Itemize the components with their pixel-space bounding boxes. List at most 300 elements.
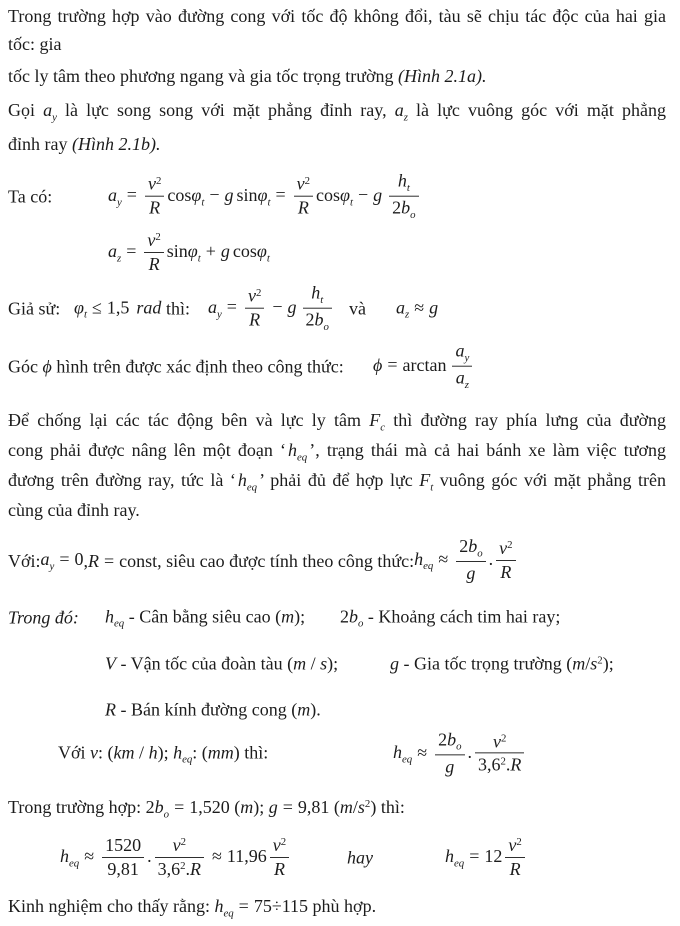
formula-az-approx-g: [396, 297, 438, 320]
math-token: eq: [114, 617, 125, 630]
math-token: φ: [191, 185, 202, 206]
condition-ay-zero: [41, 549, 84, 572]
math-token: 9,81: [297, 796, 330, 817]
voi-label-2: Với: [58, 742, 91, 763]
math-token: 0: [74, 549, 84, 570]
math-token: t: [430, 481, 434, 494]
de-chong-text-1a: Để chống lại các tác động bên và lực ly tâm: [8, 410, 370, 430]
math-token: (: [333, 796, 340, 817]
math-token: b: [401, 197, 411, 218]
paragraph-de-chong-line-4: cùng của đỉnh ray.: [8, 500, 140, 520]
definition-g: [390, 654, 614, 675]
fraction: [155, 834, 204, 880]
math-token: z: [403, 111, 408, 124]
fraction: [389, 170, 418, 223]
definition-R: [105, 700, 321, 721]
math-token: −: [358, 185, 369, 206]
math-token: 2: [500, 755, 506, 768]
unit-mm: [202, 742, 240, 762]
math-token: =: [238, 896, 249, 916]
fraction-denominator: [303, 308, 332, 335]
unit-kmh: [108, 742, 164, 762]
fraction-numerator: [389, 170, 418, 196]
math-token: ): [310, 699, 317, 720]
fraction-numerator: [294, 173, 313, 196]
math-token: =: [126, 241, 137, 262]
math-token: eq: [454, 857, 465, 870]
definition-heq: [105, 606, 305, 629]
math-token: /: [134, 742, 149, 763]
math-token: g: [224, 185, 234, 206]
fraction-numerator: [496, 537, 515, 560]
math-token: 2: [507, 539, 513, 552]
math-token: t: [320, 294, 324, 307]
math-token: m: [572, 653, 586, 674]
math-token: =: [275, 185, 286, 206]
paragraph-intro-line-2: tốc: gia: [8, 34, 62, 54]
math-token: z: [464, 378, 469, 391]
math-token: t: [201, 196, 205, 209]
math-token: h: [445, 846, 454, 867]
math-token: eq: [297, 451, 308, 464]
math-token: const: [119, 550, 158, 571]
unit-m-2: [291, 700, 316, 720]
semicolon-4: ;: [163, 742, 174, 763]
math-token: ): [233, 742, 240, 763]
goc-label: Góc: [8, 356, 43, 377]
fraction-denominator: [102, 857, 144, 881]
math-token: ≈: [84, 846, 95, 867]
math-token: 2: [280, 836, 287, 849]
math-token: c: [380, 421, 386, 434]
paragraph-intro-line-1: Trong trường hợp vào đường cong với tốc độ không đổi, tàu sẽ chịu tác độc của hai gia: [8, 6, 666, 26]
comma-1: ,: [83, 550, 88, 571]
math-token: φ: [340, 185, 350, 206]
unit-ms2: [566, 654, 608, 674]
math-token: 12: [484, 846, 503, 867]
math-token: 2: [145, 796, 155, 817]
math-token: φ: [257, 185, 268, 206]
var-R: [105, 700, 116, 720]
math-token: R: [297, 197, 309, 218]
goi-text-2: là lực song song với mặt phẳng đỉnh ray,: [56, 100, 395, 120]
semicolon-3: ;: [608, 653, 614, 674]
math-token: b: [447, 729, 457, 750]
paragraph-goi-line-2: [8, 132, 666, 157]
figure-ref-2-1b: (Hình 2.1b).: [71, 134, 161, 154]
math-token: v: [147, 230, 156, 250]
math-token: h: [393, 742, 402, 763]
formula-heq-kmh: [393, 729, 527, 778]
math-token: y: [49, 560, 55, 573]
math-token: eq: [182, 753, 193, 766]
formula-heq-numeric: [60, 835, 292, 881]
math-token: 9,81: [107, 858, 139, 879]
math-token: eq: [402, 753, 413, 766]
fraction: [303, 282, 332, 335]
math-token: +: [205, 241, 216, 262]
math-token: 2: [180, 859, 186, 872]
math-token: 2: [155, 175, 162, 188]
formula-phi-arctan: [373, 341, 475, 394]
formula-row-az: [0, 226, 680, 280]
definition-g-text: - Gia tốc trọng trường: [399, 653, 567, 674]
math-token: a: [396, 297, 405, 318]
math-token: eq: [246, 481, 258, 494]
var-heq-2: [173, 742, 193, 766]
thi-label: thì:: [166, 298, 191, 319]
math-token: −: [272, 297, 283, 318]
math-token: ≈: [414, 297, 425, 318]
fraction-numerator: [270, 834, 289, 857]
math-token: a: [394, 100, 404, 120]
fraction-denominator: [389, 196, 418, 223]
fraction: [435, 728, 464, 777]
math-token: =: [387, 355, 398, 376]
math-token: cos: [232, 241, 257, 262]
math-token: v: [499, 538, 508, 558]
math-token: ≈: [438, 549, 449, 570]
math-token: g: [268, 796, 278, 817]
math-token: v: [493, 731, 501, 752]
formula-row-goc: [0, 340, 680, 394]
math-token: .: [467, 742, 472, 763]
math-token: ≈: [212, 846, 222, 867]
fraction-denominator: [456, 561, 485, 585]
math-token: m: [297, 699, 311, 720]
math-token: =: [469, 846, 480, 867]
math-token: s: [357, 796, 365, 817]
ta-co-label: Ta có:: [8, 186, 53, 207]
math-token: =: [282, 796, 293, 817]
math-token: R: [87, 550, 99, 571]
math-token: g: [429, 297, 439, 318]
math-token: ‘: [229, 470, 236, 490]
math-token: h: [173, 742, 183, 763]
math-token: (: [201, 742, 208, 763]
goc-sentence: [8, 357, 344, 378]
fraction-denominator: [496, 560, 515, 584]
math-token: m: [240, 796, 254, 817]
figure-ref-2-1a: (Hình 2.1a).: [397, 66, 487, 86]
math-token: 1,520: [189, 796, 230, 817]
math-token: ): [157, 742, 164, 763]
math-token: (: [234, 796, 241, 817]
math-token: m: [281, 606, 295, 627]
fraction-numerator: [155, 834, 204, 857]
math-token: v: [90, 742, 99, 763]
math-token: R: [510, 754, 522, 775]
math-token: =: [174, 796, 185, 817]
math-token: =: [226, 297, 237, 318]
fraction: [456, 535, 485, 584]
value-g: [269, 797, 330, 817]
math-token: b: [349, 606, 358, 627]
fraction-denominator: [452, 366, 472, 393]
math-token: eq: [69, 857, 80, 870]
de-chong-text-3c: vuông góc với mặt phẳng trên: [433, 470, 666, 490]
formula-heq-range: [214, 896, 309, 920]
var-heq: [105, 606, 125, 630]
case-thi: thì:: [376, 796, 405, 817]
definition-2bo: [340, 606, 560, 629]
math-token: a: [108, 185, 117, 206]
var-F-sub-t: [419, 470, 434, 494]
math-token: a: [455, 340, 465, 361]
paragraph-de-chong-line-1: [8, 408, 666, 440]
conclusion-text-1: Kinh nghiệm cho thấy rằng:: [8, 896, 215, 916]
math-token: 11,96: [226, 846, 267, 867]
goi-text-1: Gọi: [8, 100, 44, 120]
unit-ms: [287, 654, 333, 674]
math-token: g: [220, 241, 230, 262]
fraction: [452, 340, 472, 393]
formula-az-full: [108, 230, 270, 276]
math-token: 2: [597, 654, 603, 667]
math-token: 2: [155, 231, 161, 244]
fraction: [245, 285, 264, 331]
fraction-numerator: [435, 728, 464, 754]
semicolon-5: ;: [259, 796, 269, 817]
gia-su-label: Giả sử:: [8, 298, 61, 319]
math-token: y: [52, 111, 57, 124]
math-token: (: [566, 653, 573, 674]
math-token: t: [267, 196, 271, 209]
thi-text: thì:: [239, 742, 269, 763]
math-token: h: [148, 742, 158, 763]
math-token: 2: [340, 606, 349, 627]
math-token: 3,6: [478, 754, 501, 775]
fraction: [505, 834, 524, 880]
fraction-numerator: [452, 340, 472, 366]
math-token: 2: [516, 836, 522, 849]
math-token: .: [488, 549, 494, 570]
math-token: R: [148, 253, 160, 274]
math-token: ≤: [91, 297, 102, 318]
math-token: rad: [136, 297, 162, 318]
math-token: b: [314, 309, 324, 330]
math-token: a: [208, 297, 217, 318]
math-token: h: [214, 896, 224, 916]
math-token: =: [103, 550, 115, 571]
fraction-numerator: [102, 834, 144, 857]
math-token: /: [585, 653, 591, 674]
math-token: h: [311, 282, 321, 303]
unit-ms2-2: [334, 797, 376, 817]
paragraph-intro-line-3: [8, 64, 666, 89]
math-token: s: [320, 653, 328, 674]
math-token: m: [293, 653, 307, 674]
formula-row-kmh: [0, 726, 680, 782]
unit-m-3: [234, 797, 259, 817]
math-token: sin: [236, 185, 258, 206]
math-token: a: [43, 100, 53, 120]
math-token: o: [358, 617, 364, 630]
condition-phi: [74, 297, 161, 320]
math-token: R: [105, 699, 116, 720]
math-token: z: [117, 252, 122, 265]
voi-label: Với:: [8, 550, 41, 571]
var-F-sub-c: [369, 410, 386, 434]
paragraph-goi-line-1: [8, 98, 666, 130]
math-token: 2: [364, 798, 371, 810]
math-token: o: [410, 208, 416, 221]
math-token: 2: [304, 175, 311, 188]
math-token: 75÷115: [253, 896, 309, 916]
paragraph-case-line: [8, 792, 666, 827]
var-2bo: [340, 606, 364, 630]
paragraph-conclusion: [8, 894, 666, 926]
fraction-numerator: [303, 282, 332, 308]
math-token: 2: [392, 197, 402, 218]
math-token: t: [406, 182, 410, 195]
var-a-sub-z: [394, 100, 408, 124]
condition-R-const: [88, 551, 157, 572]
math-token: sin: [166, 241, 188, 262]
var-phi: [43, 357, 52, 377]
math-token: (: [287, 653, 294, 674]
value-2bo: [145, 796, 230, 821]
fraction: [144, 229, 163, 275]
definition-heq-text: - Cân bằng siêu cao: [124, 606, 276, 627]
definition-R-text: - Bán kính đường cong: [116, 699, 292, 720]
math-token: ): [602, 653, 609, 674]
conclusion-text-2: phù hợp.: [308, 896, 377, 916]
fraction-denominator: [475, 753, 524, 777]
formula-heq-12: [445, 835, 528, 881]
math-token: ’: [309, 440, 316, 460]
semicolon-1: ;: [300, 606, 306, 627]
va-label: và: [349, 298, 366, 319]
math-token: 1,5: [106, 297, 130, 318]
fraction: [102, 834, 144, 880]
math-token: g: [445, 756, 455, 777]
math-token: eq: [223, 907, 234, 920]
fraction-numerator: [456, 535, 485, 561]
math-token: 2: [255, 287, 262, 300]
math-token: cos: [316, 185, 341, 206]
math-token: h: [414, 549, 424, 570]
formula-ay-short: [208, 283, 335, 336]
math-token: F: [419, 470, 431, 490]
formula-row-gia-su: [0, 282, 680, 336]
math-token: h: [237, 470, 247, 490]
math-token: 3,6: [157, 858, 181, 879]
math-token: (: [275, 606, 282, 627]
math-token: φ: [74, 297, 84, 318]
semicolon-2: ;: [333, 653, 339, 674]
math-token: 2: [501, 732, 507, 745]
math-token: arctan: [402, 355, 447, 376]
math-token: t: [266, 252, 270, 265]
fraction: [294, 173, 313, 219]
fraction: [496, 537, 515, 583]
formula-heq-base: [414, 536, 518, 585]
math-token: s: [590, 653, 598, 674]
math-token: h: [60, 846, 69, 867]
var-v: [90, 742, 98, 762]
fraction-denominator: [155, 857, 204, 881]
math-token: h: [105, 606, 114, 627]
math-token: t: [197, 252, 201, 265]
math-token: v: [508, 835, 517, 855]
fraction-denominator: [245, 308, 264, 332]
math-token: V: [105, 653, 116, 674]
colon-1: :: [98, 742, 108, 763]
math-token: g: [373, 185, 383, 206]
definition-2bo-text: - Khoảng cách tim hai ray;: [363, 606, 561, 627]
math-token: v: [172, 835, 181, 855]
math-token: t: [83, 308, 87, 321]
math-token: 2: [459, 536, 469, 557]
math-token: ): [370, 796, 377, 817]
fraction-denominator: [144, 252, 163, 276]
math-token: t: [350, 196, 353, 209]
math-token: R: [190, 858, 201, 879]
math-token: y: [464, 352, 470, 365]
fraction-denominator: [270, 857, 289, 881]
math-token: ϕ: [373, 355, 383, 376]
math-token: (: [107, 742, 114, 763]
math-token: m: [339, 796, 353, 817]
fraction-denominator: [435, 754, 464, 778]
math-token: R: [273, 858, 285, 879]
math-token: y: [217, 308, 222, 321]
math-token: o: [477, 547, 483, 560]
math-token: g: [466, 563, 476, 584]
math-token: v: [272, 835, 281, 855]
fraction-denominator: [505, 857, 524, 881]
math-token: =: [59, 549, 70, 570]
math-token: −: [209, 185, 220, 206]
definitions-row-1: [0, 600, 680, 636]
hay-label: hay: [347, 847, 373, 868]
intro-line-3-text: tốc ly tâm theo phương ngang và gia tốc trọng trường: [8, 66, 398, 86]
math-token: eq: [423, 560, 434, 573]
math-token: o: [163, 808, 170, 821]
trong-do-label: Trong đó:: [8, 607, 79, 628]
math-token: R: [249, 309, 261, 330]
math-token: y: [117, 196, 122, 209]
var-heq-quoted-2: [229, 470, 264, 494]
goi-text-3: là lực vuông góc với mặt phẳng: [407, 100, 667, 120]
math-token: R: [509, 858, 521, 879]
math-token: ϕ: [42, 356, 52, 377]
definitions-row-3: [0, 692, 680, 728]
fraction-numerator: [145, 173, 164, 196]
math-token: v: [147, 174, 156, 194]
math-token: ’: [259, 470, 264, 490]
math-token: o: [323, 320, 329, 333]
unit-m: [275, 606, 300, 626]
math-token: g: [390, 653, 399, 674]
var-heq-quoted: [280, 440, 316, 464]
math-token: F: [369, 410, 381, 430]
var-g: [390, 654, 399, 674]
kmh-condition: [58, 742, 268, 765]
math-token: /: [306, 653, 321, 674]
var-a-sub-y: [43, 100, 57, 124]
fraction-denominator: [145, 196, 164, 220]
math-token: φ: [187, 241, 198, 262]
math-token: 2: [305, 309, 315, 330]
paragraph-de-chong-line-2: [8, 438, 666, 470]
math-token: R: [149, 197, 161, 218]
math-token: a: [455, 367, 465, 388]
case-text-1: Trong trường hợp:: [8, 796, 146, 817]
de-chong-text-2a: cong phải được nâng lên một đoạn: [8, 440, 280, 460]
formula-ay-full: [108, 171, 422, 224]
